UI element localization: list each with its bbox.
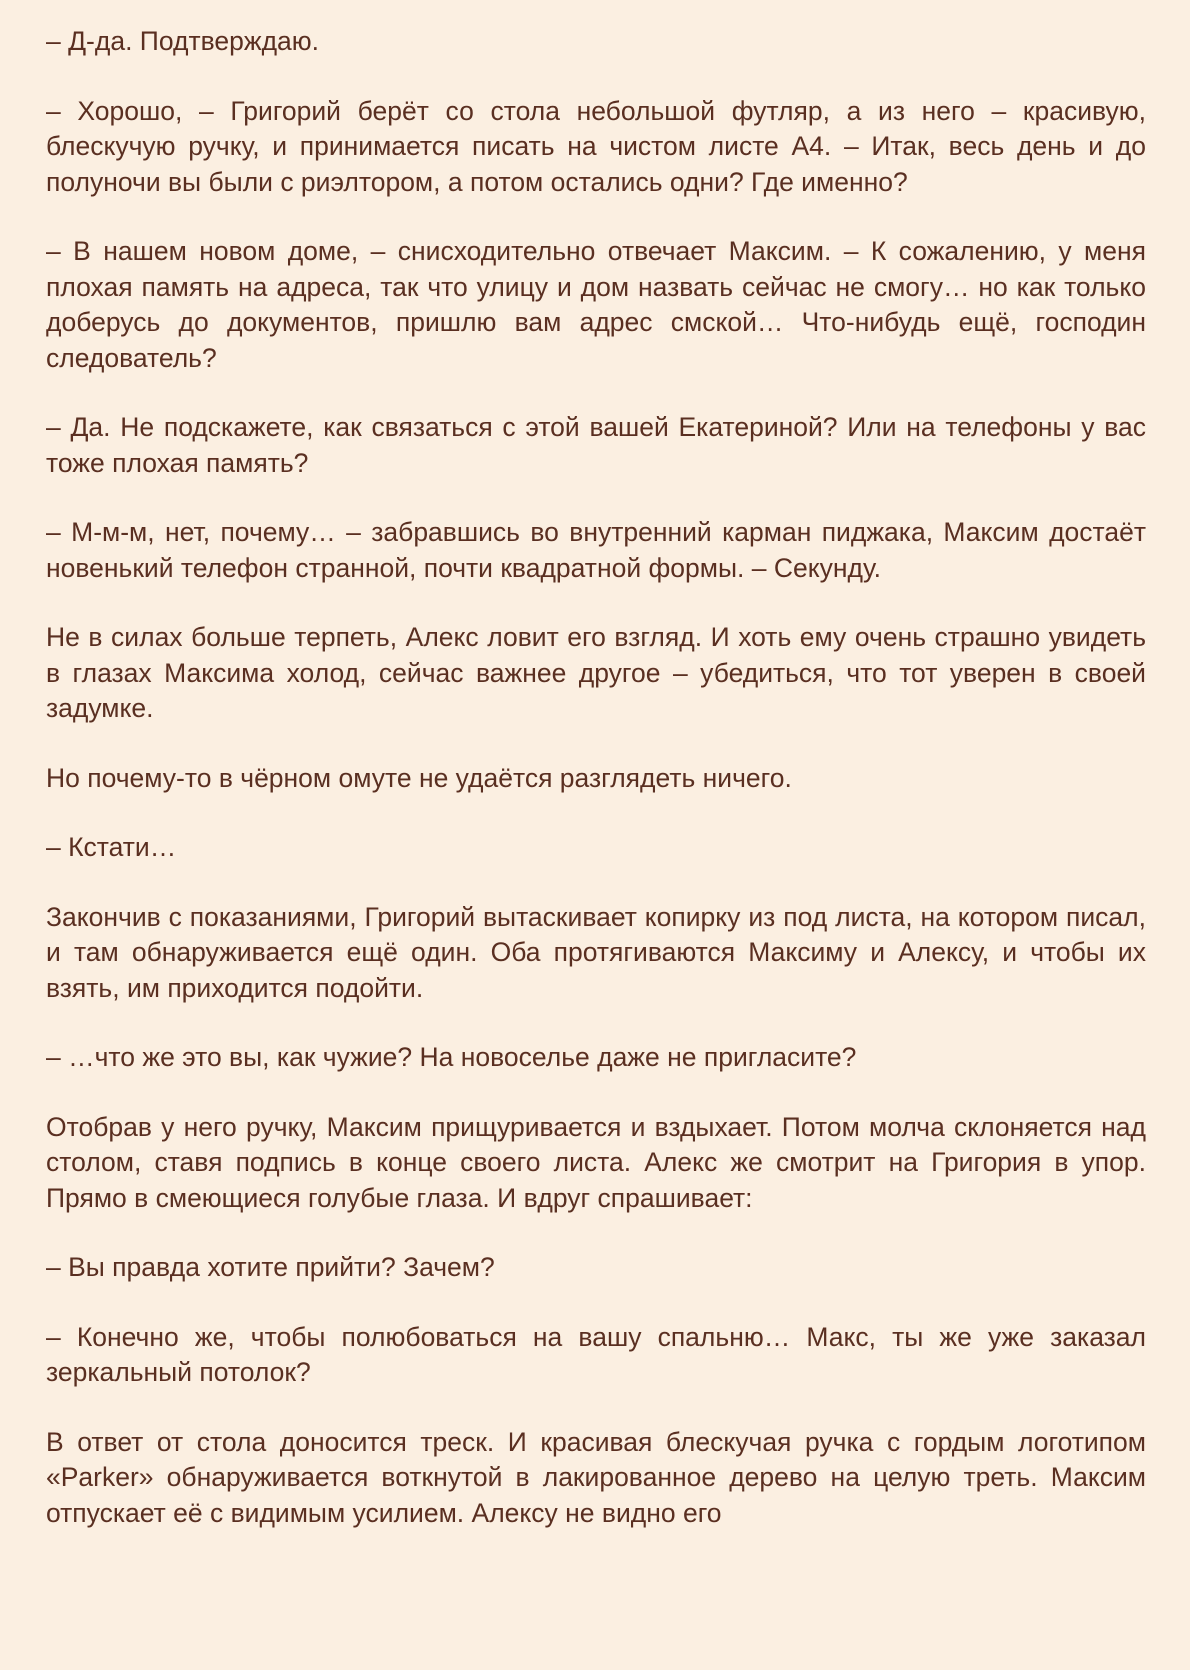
paragraph-10: – …что же это вы, как чужие? На новоселье даже не пригласите? <box>46 1042 857 1072</box>
paragraph-7: Но почему-то в чёрном омуте не удаётся разглядеть ничего. <box>46 762 792 793</box>
paragraph-4: – Да. Не подскажете, как связаться с этой вашей Екатериной? Или на телефоны у вас тоже плохая память? <box>46 412 1146 478</box>
paragraph-12: – Вы правда хотите прийти? Зачем? <box>46 1252 495 1282</box>
paragraph-6: Не в силах больше терпеть, Алекс ловит его взгляд. И хоть ему очень страшно увидеть в глазах Максима холод, сейчас важнее другое – убедиться, что тот уверен в своей задумке. <box>46 622 1146 723</box>
paragraph-11: Отобрав у него ручку, Максим прищуривается и вздыхает. Потом молча склоняется над столом, ставя подпись в конце своего листа. Алекс же смотрит на Григория в упор. Прямо в смеющиеся голубые глаза. И вдруг спрашивает: <box>46 1111 1146 1213</box>
paragraph-2: – Хорошо, – Григорий берёт со стола небольшой футляр, а из него – красивую, блескучую ручку, и принимается писать на чистом листе А4. – Итак, весь день и до полуночи вы были с риэлтором, а потом остались одни? Где именно? <box>46 95 1146 197</box>
paragraph-5: – М-м-м, нет, почему… – забравшись во внутренний карман пиджака, Максим достаёт новенький телефон странной, почти квадратной формы. – Секунду. <box>46 517 1146 583</box>
paragraph-14: В ответ от стола доносится треск. И красивая блескучая ручка с гордым логотипом «Parker» обнаруживается воткнутой в лакированное дерево на целую треть. Максим отпускает её с видимым усилием. Алексу не видно его <box>46 1426 1146 1528</box>
paragraph-1: – Д-да. Подтверждаю. <box>46 26 320 56</box>
paragraph-3: – В нашем новом доме, – снисходительно отвечает Максим. – К сожалению, у меня плохая память на адреса, так что улицу и дом назвать сейчас не смогу… но как только доберусь до документов, пришлю вам адрес смской… Что-нибудь ещё, господин следователь? <box>46 236 1146 373</box>
book-page <box>46 24 1146 1565</box>
paragraph-13: – Конечно же, чтобы полюбоваться на вашу спальню… Макс, ты же уже заказал зеркальный потолок? <box>46 1321 1146 1387</box>
paragraph-8: – Кстати… <box>46 832 177 862</box>
paragraph-9: Закончив с показаниями, Григорий вытаскивает копирку из под листа, на котором писал, и там обнаруживается ещё один. Оба протягиваются Максиму и Алексу, и чтобы их взять, им приходится подойти. <box>46 901 1146 1003</box>
